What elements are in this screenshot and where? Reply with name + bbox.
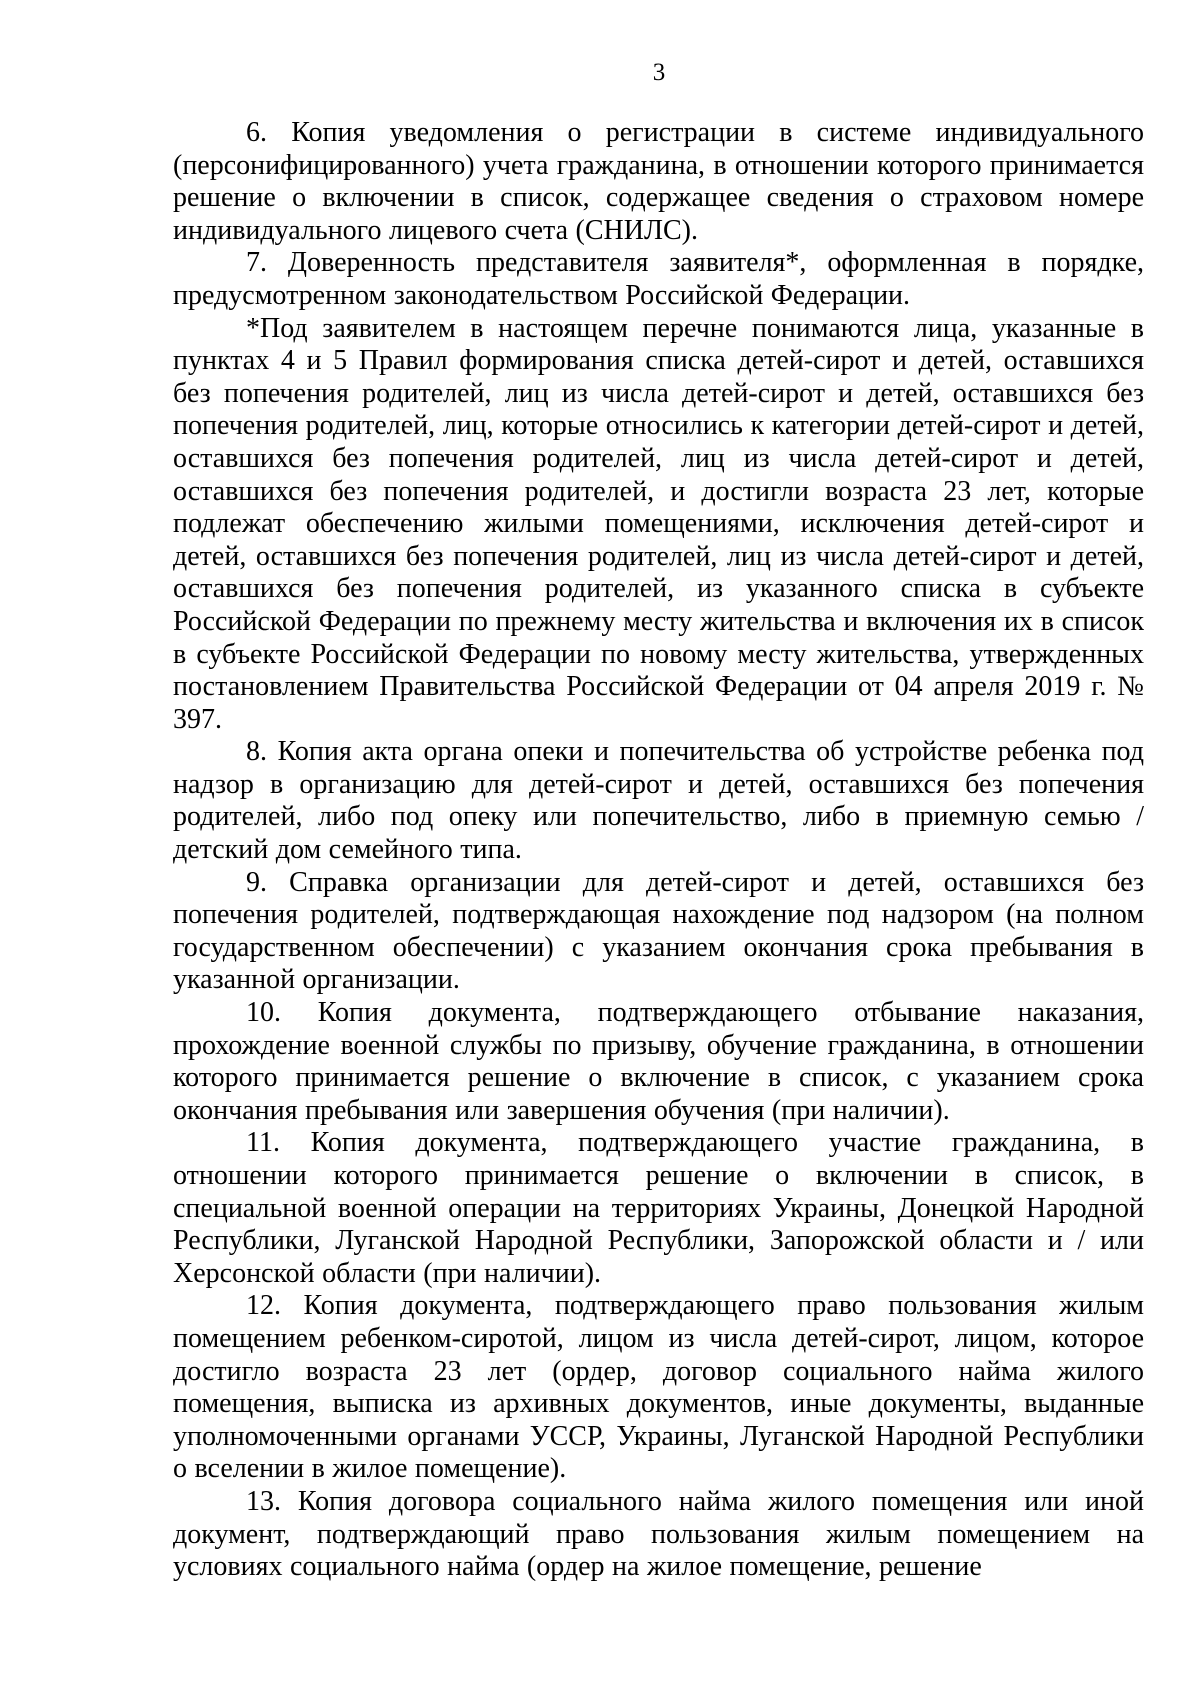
paragraph-item-6: 6. Копия уведомления о регистрации в системе индивидуального (персонифицированного) учета гражданина, в отношении которого принимается решение о включении в список, содержащее сведения о страховом номере индивидуального лицевого счета (СНИЛС). (173, 117, 1144, 246)
paragraph-footnote-applicant: *Под заявителем в настоящем перечне понимаются лица, указанные в пунктах 4 и 5 Правил формирования списка детей-сирот и детей, оставшихся без попечения родителей, лиц из числа детей-сирот и детей, оставшихся без попечения родителей, лиц, которые относились к категории детей-сирот и детей, оставшихся без попечения родителей, лиц из числа детей-сирот и детей, оставшихся без попечения родителей, и достигли возраста 23 лет, которые подлежат обеспечению жилыми помещениями, исключения детей-сирот и детей, оставшихся без попечения родителей, лиц из числа детей-сирот и детей, оставшихся без попечения родителей, из указанного списка в субъекте Российской Федерации по прежнему месту жительства и включения их в список в субъекте Российской Федерации по новому месту жительства, утвержденных постановлением Правительства Российской Федерации от 04 апреля 2019 г. № 397. (173, 312, 1144, 735)
paragraph-item-13: 13. Копия договора социального найма жилого помещения или иной документ, подтверждающий право пользования жилым помещением на условиях социального найма (ордер на жилое помещение, решение (173, 1485, 1144, 1583)
paragraph-item-11: 11. Копия документа, подтверждающего участие гражданина, в отношении которого принимается решение о включении в список, в специальной военной операции на территориях Украины, Донецкой Народной Республики, Луганской Народной Республики, Запорожской области и / или Херсонской области (при наличии). (173, 1127, 1144, 1289)
page-number: 3 (652, 59, 666, 86)
paragraph-item-7: 7. Доверенность представителя заявителя*, оформленная в порядке, предусмотренном законодательством Российской Федерации. (173, 247, 1144, 311)
paragraph-item-10: 10. Копия документа, подтверждающего отбывание наказания, прохождение военной службы по призыву, обучение гражданина, в отношении которого принимается решение о включение в список, с указанием срока окончания пребывания или завершения обучения (при наличии). (173, 997, 1144, 1126)
paragraph-item-8: 8. Копия акта органа опеки и попечительства об устройстве ребенка под надзор в организацию для детей-сирот и детей, оставшихся без попечения родителей, либо под опеку или попечительство, либо в приемную семью / детский дом семейного типа. (173, 736, 1144, 866)
paragraph-item-9: 9. Справка организации для детей-сирот и детей, оставшихся без попечения родителей, подтверждающая нахождение под надзором (на полном государственном обеспечении) с указанием окончания срока пребывания в указанной организации. (173, 866, 1144, 996)
paragraph-item-12: 12. Копия документа, подтверждающего право пользования жилым помещением ребенком-сиротой, лицом из числа детей-сирот, лицом, которое достигло возраста 23 лет (ордер, договор социального найма жилого помещения, выписка из архивных документов, иные документы, выданные уполномоченными органами УССР, Украины, Луганской Народной Республики о вселении в жилое помещение). (173, 1290, 1144, 1485)
document-body (173, 117, 1144, 1584)
